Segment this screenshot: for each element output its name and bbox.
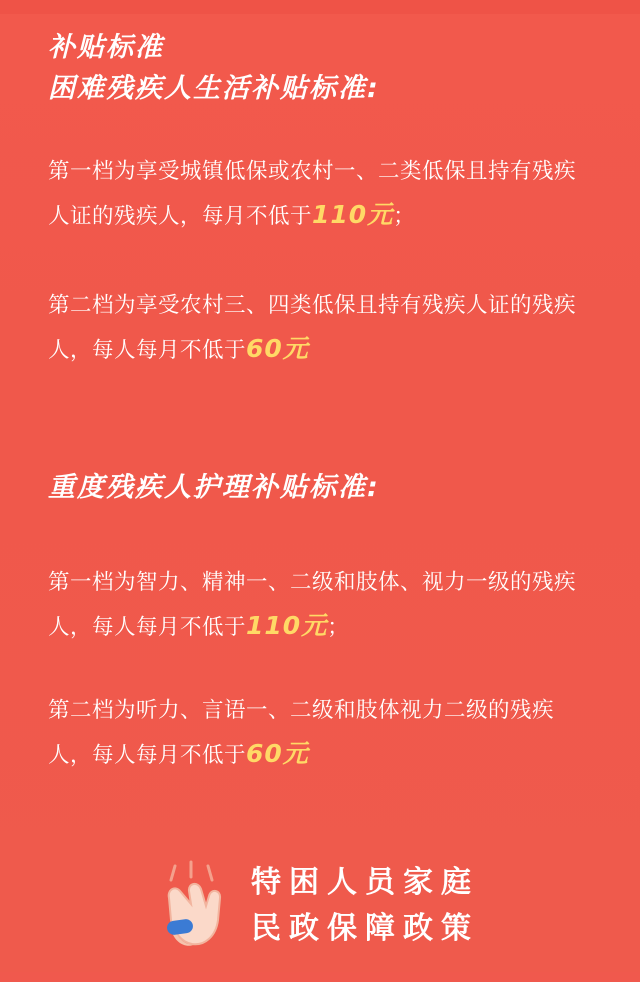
paragraph-living-tier-2-text: 第二档为享受农村三、四类低保且持有残疾人证的残疾人，每人每月不低于 (48, 293, 577, 363)
section-heading-nursing-allowance: 重度残疾人护理补贴标准: (48, 472, 380, 504)
amount-nursing-tier-1: 110元 (246, 611, 328, 641)
amount-living-tier-1: 110元 (312, 200, 394, 230)
paragraph-living-tier-2 (48, 286, 592, 372)
paragraph-nursing-tier-2 (48, 691, 592, 777)
bottom-edge-strip (0, 972, 640, 982)
paragraph-nursing-tier-1 (48, 563, 592, 649)
poster-footer (0, 858, 640, 954)
paragraph-living-tier-1-suffix: ； (393, 204, 416, 229)
paragraph-nursing-tier-1-text: 第一档为智力、精神一、二级和肢体、视力一级的残疾人，每人每月不低于 (48, 570, 577, 640)
paragraph-living-tier-1 (48, 152, 592, 238)
section-heading-living-allowance: 困难残疾人生活补贴标准: (48, 73, 380, 105)
footer-line-2: 民政保障政策 (251, 911, 479, 946)
clapping-hands-icon (161, 858, 239, 954)
footer-title (251, 860, 479, 953)
paragraph-nursing-tier-2-text: 第二档为听力、言语一、二级和肢体视力二级的残疾人，每人每月不低于 (48, 698, 555, 768)
paragraph-nursing-tier-1-suffix: ； (327, 615, 350, 640)
paragraph-living-tier-1-text: 第一档为享受城镇低保或农村一、二类低保且持有残疾人证的残疾人，每月不低于 (48, 159, 577, 229)
amount-living-tier-2: 60元 (246, 334, 309, 364)
amount-nursing-tier-2: 60元 (246, 739, 309, 769)
footer-line-1: 特困人员家庭 (251, 864, 479, 900)
page-title: 补贴标准 (48, 32, 164, 63)
section-nursing-allowance (48, 468, 592, 777)
